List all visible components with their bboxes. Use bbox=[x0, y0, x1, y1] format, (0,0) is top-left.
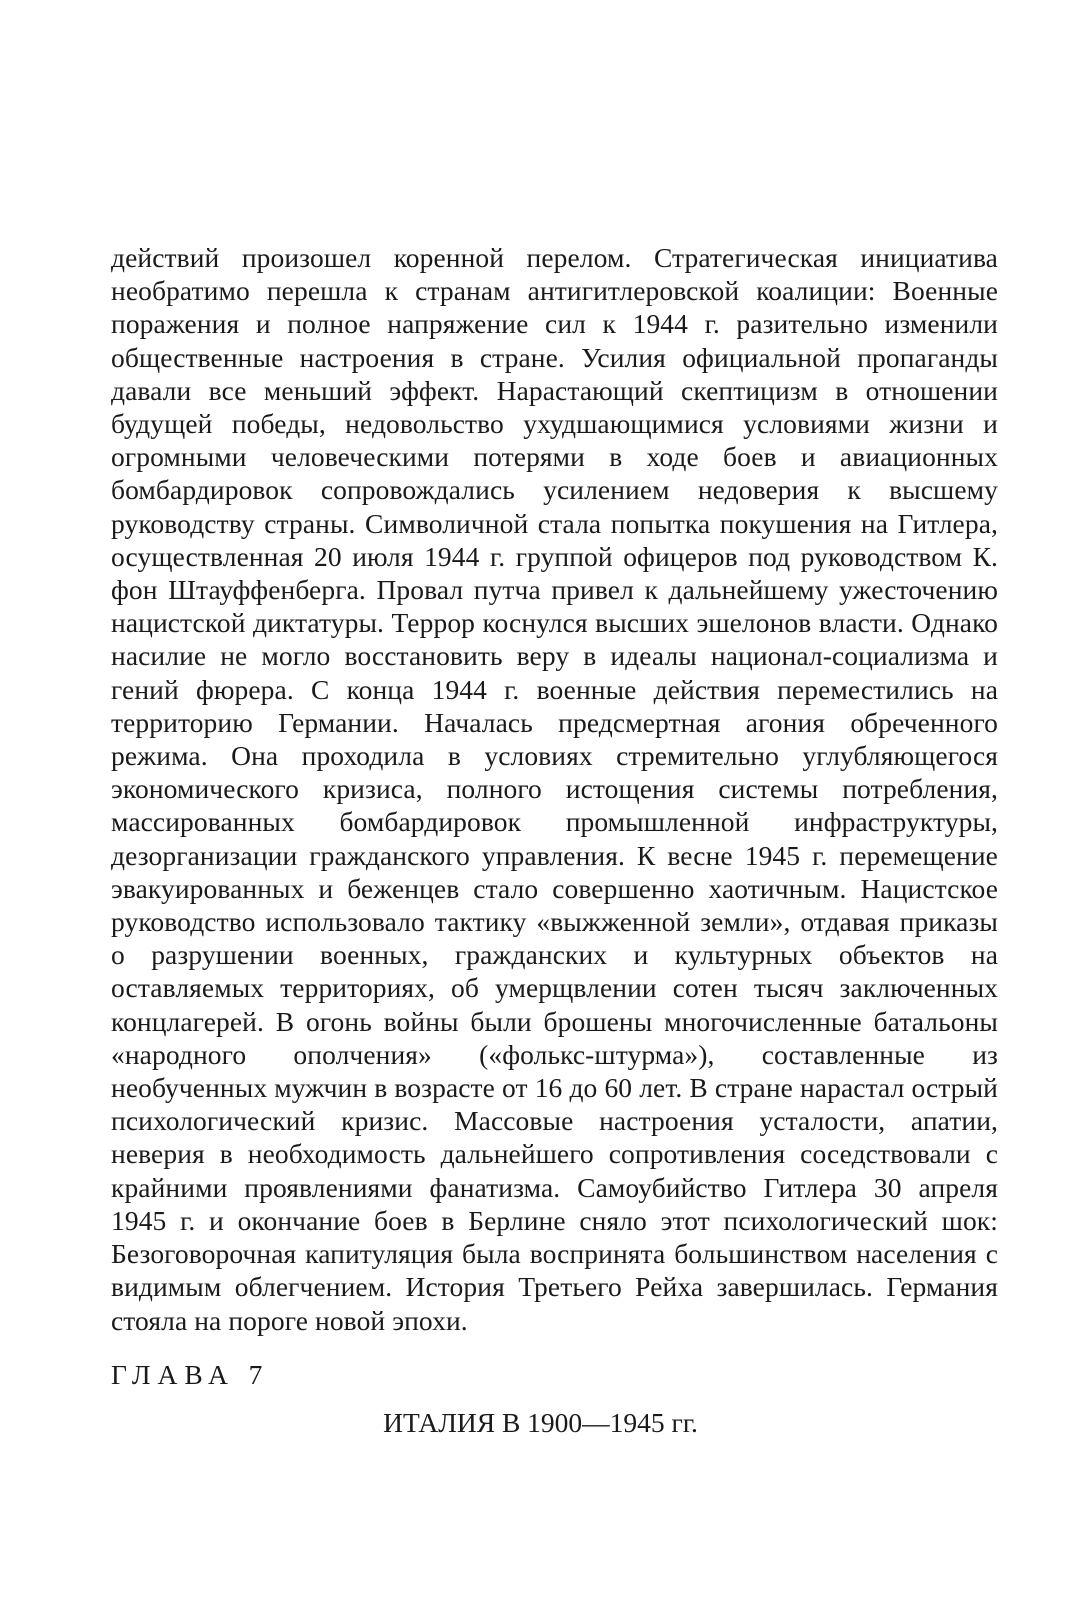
body-paragraph: действий произошел коренной перелом. Стратегическая инициатива необратимо перешла к странам антигитлеровской коалиции: Военные поражения и полное напряжение сил к 1944 г. разительно изменили общественные настроения в стране. Усилия официальной пропаганды давали все меньший эффект. Нарастающий скептицизм в отношении будущей победы, недовольство ухудшающимися условиями жизни и огромными человеческими потерями в ходе боев и авиационных бомбардировок сопровождались усилением недоверия к высшему руководству страны. Символичной стала попытка покушения на Гитлера, осуществленная 20 июля 1944 г. группой офицеров под руководством К. фон Штауффенберга. Провал путча привел к дальнейшему ужесточению нацистской диктатуры. Террор коснулся высших эшелонов власти. Однако насилие не могло восстановить веру в идеалы национал-социализма и гений фюрера. С конца 1944 г. военные действия переместились на территорию Германии. Началась предсмертная агония обреченного режима. Она проходила в условиях стремительно углубляющегося экономического кризиса, полного истощения системы потребления, массированных бомбардировок промышленной инфраструктуры, дезорганизации гражданского управления. К весне 1945 г. перемещение эвакуированных и беженцев стало совершенно хаотичным. Нацистское руководство использовало тактику «выжженной земли», отдавая приказы о разрушении военных, гражданских и культурных объектов на оставляемых территориях, об умерщвлении сотен тысяч заключенных концлагерей. В огонь войны были брошены многочисленные батальоны «народного ополчения» («фолькс-штурма»), составленные из необученных мужчин в возрасте от 16 до 60 лет. В стране нарастал острый психологический кризис. Массовые настроения усталости, апатии, неверия в необходимость дальнейшего сопротивления соседствовали с крайними проявлениями фанатизма. Самоубийство Гитлера 30 апреля 1945 г. и окончание боев в Берлине сняло этот психологический шок: Безоговорочная капитуляция была воспринята большинством населения с видимым облегчением. История Третьего Рейха завершилась. Германия стояла на пороге новой эпохи. bbox=[111, 242, 998, 1336]
chapter-title: ИТАЛИЯ В 1900—1945 гг. bbox=[383, 1407, 698, 1438]
chapter-label: ГЛАВА 7 bbox=[111, 1359, 270, 1390]
